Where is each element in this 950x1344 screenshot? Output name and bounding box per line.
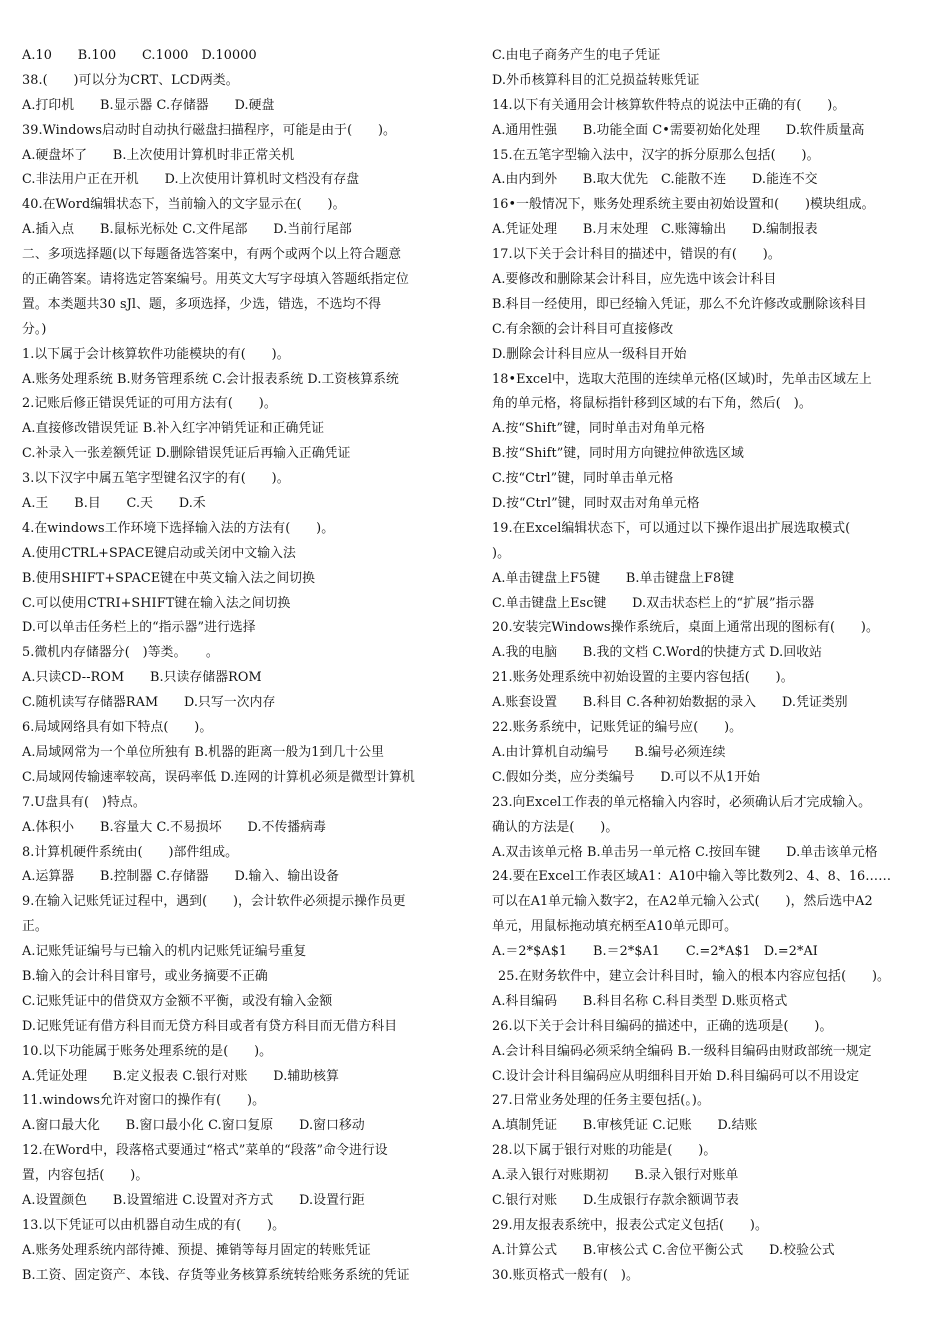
text-line: C.记账凭证中的借贷双方金额不平衡，或没有输入金额 <box>22 993 333 1009</box>
text-line: 11.windows允许对窗口的操作有( )。 <box>22 1093 266 1109</box>
text-line: 39.Windows启动时自动执行磁盘扫描程序，可能是由于( )。 <box>22 122 396 138</box>
text-line: 4.在windows工作环境下选择输入法的方法有( )。 <box>22 520 335 536</box>
text-line: A.设置颜色 B.设置缩进 C.设置对齐方式 D.设置行距 <box>22 1192 365 1208</box>
text-line: 14.以下有关通用会计核算软件特点的说法中正确的有( )。 <box>492 97 846 113</box>
text-line: 12.在Word中，段落格式要通过“格式”菜单的“段落”命令进行设 <box>22 1143 388 1159</box>
text-line: A.填制凭证 B.审核凭证 C.记账 D.结账 <box>492 1118 758 1134</box>
text-line: D.按“Ctrl”键，同时双击对角单元格 <box>492 496 700 512</box>
text-line: 19.在Excel编辑状态下，可以通过以下操作退出扩展选取模式( <box>492 520 851 536</box>
text-line: B.输入的会计科目窜号，或业务摘要不正确 <box>22 968 268 984</box>
text-line: )。 <box>492 545 510 561</box>
text-line: A.账套设置 B.科目 C.各种初始数据的录入 D.凭证类别 <box>492 695 848 711</box>
text-line: 9.在输入记账凭证过程中，遇到( )，会计软件必须提示操作员更 <box>22 894 406 910</box>
text-line: A.局域网常为一个单位所独有 B.机器的距离一般为1到几十公里 <box>22 744 385 760</box>
text-line: 27.日常业务处理的任务主要包括(。)。 <box>492 1093 710 1109</box>
text-line: 40.在Word编辑状态下，当前输入的文字显示在( )。 <box>22 197 346 213</box>
text-line: A.科目编码 B.科目名称 C.科目类型 D.账页格式 <box>492 993 788 1009</box>
text-line: A.会计科目编码必须采纳全编码 B.一级科目编码由财政部统一规定 <box>492 1043 872 1059</box>
text-line: A.直接修改错误凭证 B.补入红字冲销凭证和正确凭证 <box>22 421 325 437</box>
text-line: A.双击该单元格 B.单击另一单元格 C.按回车键 D.单击该单元格 <box>492 844 878 860</box>
text-line: 置，内容包括( )。 <box>22 1168 149 1184</box>
text-line: C.设计会计科目编码应从明细科目开始 D.科目编码可以不用设定 <box>492 1068 860 1084</box>
text-line: 15.在五笔字型输入法中，汉字的拆分原那么包括( )。 <box>492 147 820 163</box>
text-line: A.账务处理系统 B.财务管理系统 C.会计报表系统 D.工资核算系统 <box>22 371 399 387</box>
text-line: 正。 <box>22 919 48 935</box>
right-column <box>492 44 932 1289</box>
text-line: A.王 B.目 C.天 D.禾 <box>22 496 206 512</box>
text-line: A.凭证处理 B.月末处理 C.账簿输出 D.编制报表 <box>492 222 818 238</box>
text-line: 7.U盘具有( )特点。 <box>22 794 146 810</box>
text-line: A.计算公式 B.审核公式 C.舍位平衡公式 D.校验公式 <box>492 1242 835 1258</box>
text-line: 二、多项选择题(以下每题备选答案中，有两个或两个以上符合题意 <box>22 247 402 263</box>
text-line: C.假如分类，应分类编号 D.可以不从1开始 <box>492 769 761 785</box>
text-line: B.按“Shift”键，同时用方向键拉伸欲选区域 <box>492 446 744 462</box>
text-line: 的正确答案。请将选定答案编号。用英文大写字母填入答题纸指定位 <box>22 272 409 288</box>
text-line: D.记账凭证有借方科目而无贷方科目或者有贷方科目而无借方科目 <box>22 1018 398 1034</box>
text-line: A.凭证处理 B.定义报表 C.银行对账 D.辅助核算 <box>22 1068 339 1084</box>
text-line: 角的单元格，将鼠标指针移到区域的右下角，然后( )。 <box>492 396 812 412</box>
text-line: A.硬盘坏了 B.上次使用计算机时非正常关机 <box>22 147 295 163</box>
text-line: 18•Excel中，选取大范围的连续单元格(区域)时，先单击区域左上 <box>492 371 872 387</box>
text-line: C.非法用户正在开机 D.上次使用计算机时文档没有存盘 <box>22 172 360 188</box>
text-line: A.要修改和删除某会计科目，应先选中该会计科目 <box>492 272 777 288</box>
text-line: A.＝2*$A$1 B.＝2*$A1 C.=2*A$1 D.=2*AI <box>492 944 818 960</box>
text-line: A.打印机 B.显示器 C.存储器 D.硬盘 <box>22 97 275 113</box>
text-line: A.体积小 B.容量大 C.不易损坏 D.不传播病毒 <box>22 819 327 835</box>
text-line: C.随机读写存储器RAM D.只写一次内存 <box>22 695 276 711</box>
text-line: A.使用CTRL+SPACE键启动或关闭中文输入法 <box>22 545 296 561</box>
text-line: C.有余额的会计科目可直接修改 <box>492 321 674 337</box>
text-line: 分。) <box>22 321 47 337</box>
text-line: A.我的电脑 B.我的文档 C.Word的快捷方式 D.回收站 <box>492 645 823 661</box>
text-line: A.只读CD--ROM B.只读存储器ROM <box>22 670 262 686</box>
text-line: 可以在A1单元输入数字2，在A2单元输入公式( )，然后选中A2 <box>492 894 873 910</box>
text-line: C.由电子商务产生的电子凭证 <box>492 48 661 63</box>
text-line: 26.以下关于会计科目编码的描述中，正确的选项是( )。 <box>492 1018 833 1034</box>
text-line: A.窗口最大化 B.窗口最小化 C.窗口复原 D.窗口移动 <box>22 1118 365 1134</box>
text-line: C.单击键盘上Esc键 D.双击状态栏上的“扩展”指示器 <box>492 595 815 611</box>
text-line: A.插入点 B.鼠标光标处 C.文件尾部 D.当前行尾部 <box>22 222 352 238</box>
text-line: C.按“Ctrl”键，同时单击单元格 <box>492 471 674 487</box>
text-line: 30.账页格式一般有( )。 <box>492 1267 639 1283</box>
text-line: 3.以下汉字中属五笔字型键名汉字的有( )。 <box>22 471 290 487</box>
text-line: A.由内到外 B.取大优先 C.能散不连 D.能连不交 <box>492 172 818 188</box>
text-line: D.外币核算科目的汇兑损益转账凭证 <box>492 72 700 88</box>
text-line: 6.局域网络具有如下特点( )。 <box>22 720 213 736</box>
text-line: C.补录入一张差额凭证 D.删除错误凭证后再输入正确凭证 <box>22 446 351 462</box>
text-line: 25.在财务软件中，建立会计科目时，输入的根本内容应包括( )。 <box>498 968 890 984</box>
text-line: A.记账凭证编号与已输入的机内记账凭证编号重复 <box>22 944 307 960</box>
text-line: C.可以使用CTRI+SHIFT键在输入法之间切换 <box>22 595 291 611</box>
text-line: A.按“Shift”键，同时单击对角单元格 <box>492 421 706 437</box>
text-line: 8.计算机硬件系统由( )部件组成。 <box>22 844 239 860</box>
text-line: 5.微机内存储器分( )等类。 。 <box>22 645 219 661</box>
text-line: 38.( )可以分为CRT、LCD两类。 <box>22 72 239 88</box>
text-line: A.单击键盘上F5键 B.单击键盘上F8键 <box>492 570 735 586</box>
text-line: 13.以下凭证可以由机器自动生成的有( )。 <box>22 1217 285 1233</box>
text-line: B.使用SHIFT+SPACE键在中英文输入法之间切换 <box>22 570 316 586</box>
text-line: 置。本类题共30 sJl、题，多项选择，少选，错选，不选均不得 <box>22 296 382 312</box>
text-line: A.账务处理系统内部待摊、预提、摊销等每月固定的转账凭证 <box>22 1242 371 1258</box>
text-line: 1.以下属于会计核算软件功能模块的有( )。 <box>22 346 290 362</box>
text-line: 16•一般情况下，账务处理系统主要由初始设置和( )模块组成。 <box>492 197 875 213</box>
text-line: 10.以下功能属于账务处理系统的是( )。 <box>22 1043 273 1059</box>
text-line: A.由计算机自动编号 B.编号必须连续 <box>492 744 726 760</box>
text-line: 21.账务处理系统中初始设置的主要内容包括( )。 <box>492 670 794 686</box>
left-column <box>22 44 462 1289</box>
text-line: D.删除会计科目应从一级科目开始 <box>492 346 687 362</box>
text-line: 2.记账后修正错误凭证的可用方法有( )。 <box>22 396 277 412</box>
text-line: 17.以下关于会计科目的描述中，错误的有( )。 <box>492 247 781 263</box>
text-line: 28.以下属于银行对账的功能是( )。 <box>492 1143 717 1159</box>
text-line: D.可以单击任务栏上的“指示器”进行选择 <box>22 620 256 636</box>
text-line: 确认的方法是( )。 <box>492 819 619 835</box>
text-line: 24.要在Excel工作表区域A1：A10中输入等比数列2、4、8、16…… <box>492 869 892 885</box>
text-line: A.10 B.100 C.1000 D.10000 <box>22 48 257 63</box>
text-line: A.通用性强 B.功能全面 C•需要初始化处理 D.软件质量高 <box>492 122 865 138</box>
text-line: 29.用友报表系统中，报表公式定义包括( )。 <box>492 1217 768 1233</box>
text-line: 23.向Excel工作表的单元格输入内容时，必须确认后才完成输入。 <box>492 794 871 810</box>
text-line: B.科目一经使用，即已经输入凭证，那么不允许修改或删除该科目 <box>492 296 867 312</box>
text-line: 单元，用鼠标拖动填充柄至A10单元即可。 <box>492 919 738 935</box>
text-line: B.工资、固定资产、本钱、存货等业务核算系统转给账务系统的凭证 <box>22 1267 410 1283</box>
text-line: 20.安装完Windows操作系统后，桌面上通常出现的图标有( )。 <box>492 620 879 636</box>
text-line: C.局域网传输速率较高，误码率低 D.连网的计算机必须是微型计算机 <box>22 769 415 785</box>
text-line: A.运算器 B.控制器 C.存储器 D.输入、输出设备 <box>22 869 339 885</box>
text-line: C.银行对账 D.生成银行存款余额调节表 <box>492 1192 739 1208</box>
text-line: A.录入银行对账期初 B.录入银行对账单 <box>492 1168 739 1184</box>
text-line: 22.账务系统中，记账凭证的编号应( )。 <box>492 720 743 736</box>
